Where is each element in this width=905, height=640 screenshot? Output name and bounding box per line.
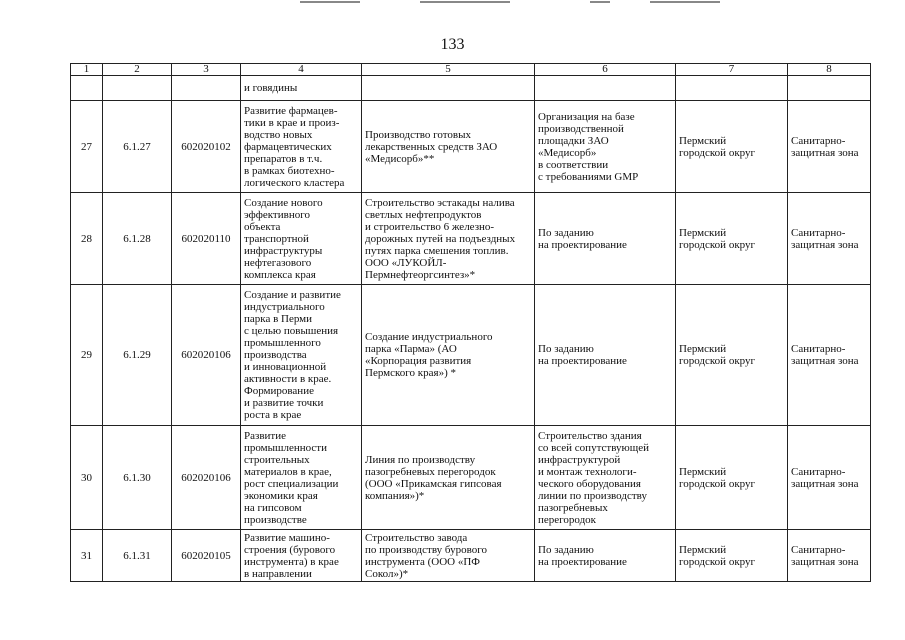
scan-edge-marks bbox=[0, 0, 905, 6]
header-cell: 2 bbox=[103, 64, 172, 76]
table-cell bbox=[362, 76, 535, 101]
stage-cell: По заданию на проектирование bbox=[535, 530, 676, 582]
header-cell: 5 bbox=[362, 64, 535, 76]
table-cell bbox=[71, 76, 103, 101]
direction-cell: Развитие машино- строения (бурового инструмента) в крае в направлении bbox=[241, 530, 362, 582]
project-cell: Создание индустриального парка «Парма» (АО «Корпорация развития Пермского края») * bbox=[362, 285, 535, 426]
header-cell: 6 bbox=[535, 64, 676, 76]
zone-cell: Санитарно- защитная зона bbox=[788, 285, 871, 426]
direction-cell: Развитие фармацев- тики в крае и произ- водство новых фармацевтических препаратов в т.ч. в рамках биотехно- логического кластера bbox=[241, 101, 362, 193]
direction-cell: Создание нового эффективного объекта транспортной инфраструктуры нефтегазового комплекса края bbox=[241, 193, 362, 285]
location-cell: Пермский городской округ bbox=[676, 285, 788, 426]
direction-cell: Развитие промышленности строительных материалов в крае, рост специализации экономики края на гипсовом производстве bbox=[241, 426, 362, 530]
table-row bbox=[71, 426, 871, 530]
id-cell: 602020110 bbox=[172, 193, 241, 285]
code-cell: 6.1.29 bbox=[103, 285, 172, 426]
location-cell: Пермский городской округ bbox=[676, 530, 788, 582]
id-cell: 602020106 bbox=[172, 285, 241, 426]
table-cell bbox=[103, 76, 172, 101]
stage-cell: По заданию на проектирование bbox=[535, 193, 676, 285]
row-number: 30 bbox=[71, 426, 103, 530]
id-cell: 602020105 bbox=[172, 530, 241, 582]
table-row bbox=[71, 101, 871, 193]
project-cell: Производство готовых лекарственных средств ЗАО «Медисорб»** bbox=[362, 101, 535, 193]
header-cell: 3 bbox=[172, 64, 241, 76]
table-row bbox=[71, 193, 871, 285]
header-cell: 1 bbox=[71, 64, 103, 76]
stage-cell: Строительство здания со всей сопутствующей инфраструктурой и монтаж технологи- ческого оборудования линии по производству пазогребневых перегородок bbox=[535, 426, 676, 530]
table-cell bbox=[788, 76, 871, 101]
location-cell: Пермский городской округ bbox=[676, 426, 788, 530]
location-cell: Пермский городской округ bbox=[676, 101, 788, 193]
continuation-row bbox=[71, 76, 871, 101]
code-cell: 6.1.31 bbox=[103, 530, 172, 582]
table-cell bbox=[676, 76, 788, 101]
direction-cell: и говядины bbox=[241, 76, 362, 101]
location-cell: Пермский городской округ bbox=[676, 193, 788, 285]
row-number: 29 bbox=[71, 285, 103, 426]
code-cell: 6.1.28 bbox=[103, 193, 172, 285]
header-cell: 8 bbox=[788, 64, 871, 76]
project-cell: Строительство эстакады налива светлых нефтепродуктов и строительство 6 железно- дорожных путей на подъездных путях парка смешения топлив. ООО «ЛУКОЙЛ- Пермнефтеоргсинтез»* bbox=[362, 193, 535, 285]
id-cell: 602020102 bbox=[172, 101, 241, 193]
zone-cell: Санитарно- защитная зона bbox=[788, 426, 871, 530]
page-number: 133 bbox=[440, 36, 465, 53]
project-cell: Линия по производству пазогребневых перегородок (ООО «Прикамская гипсовая компания»)* bbox=[362, 426, 535, 530]
row-number: 28 bbox=[71, 193, 103, 285]
table-row bbox=[71, 530, 871, 582]
table-cell bbox=[172, 76, 241, 101]
zone-cell: Санитарно- защитная зона bbox=[788, 530, 871, 582]
id-cell: 602020106 bbox=[172, 426, 241, 530]
code-cell: 6.1.27 bbox=[103, 101, 172, 193]
header-row bbox=[71, 64, 871, 76]
header-cell: 4 bbox=[241, 64, 362, 76]
table-row bbox=[71, 285, 871, 426]
code-cell: 6.1.30 bbox=[103, 426, 172, 530]
zone-cell: Санитарно- защитная зона bbox=[788, 101, 871, 193]
row-number: 27 bbox=[71, 101, 103, 193]
project-cell: Строительство завода по производству бурового инструмента (ООО «ПФ Сокол»)* bbox=[362, 530, 535, 582]
table-cell bbox=[535, 76, 676, 101]
header-cell: 7 bbox=[676, 64, 788, 76]
stage-cell: Организация на базе производственной площадки ЗАО «Медисорб» в соответствии с требованиями GMP bbox=[535, 101, 676, 193]
data-table bbox=[70, 63, 871, 582]
stage-cell: По заданию на проектирование bbox=[535, 285, 676, 426]
zone-cell: Санитарно- защитная зона bbox=[788, 193, 871, 285]
direction-cell: Создание и развитие индустриального парка в Перми с целью повышения промышленного производства и инновационной активности в крае. Формирование и развитие точки роста в крае bbox=[241, 285, 362, 426]
row-number: 31 bbox=[71, 530, 103, 582]
